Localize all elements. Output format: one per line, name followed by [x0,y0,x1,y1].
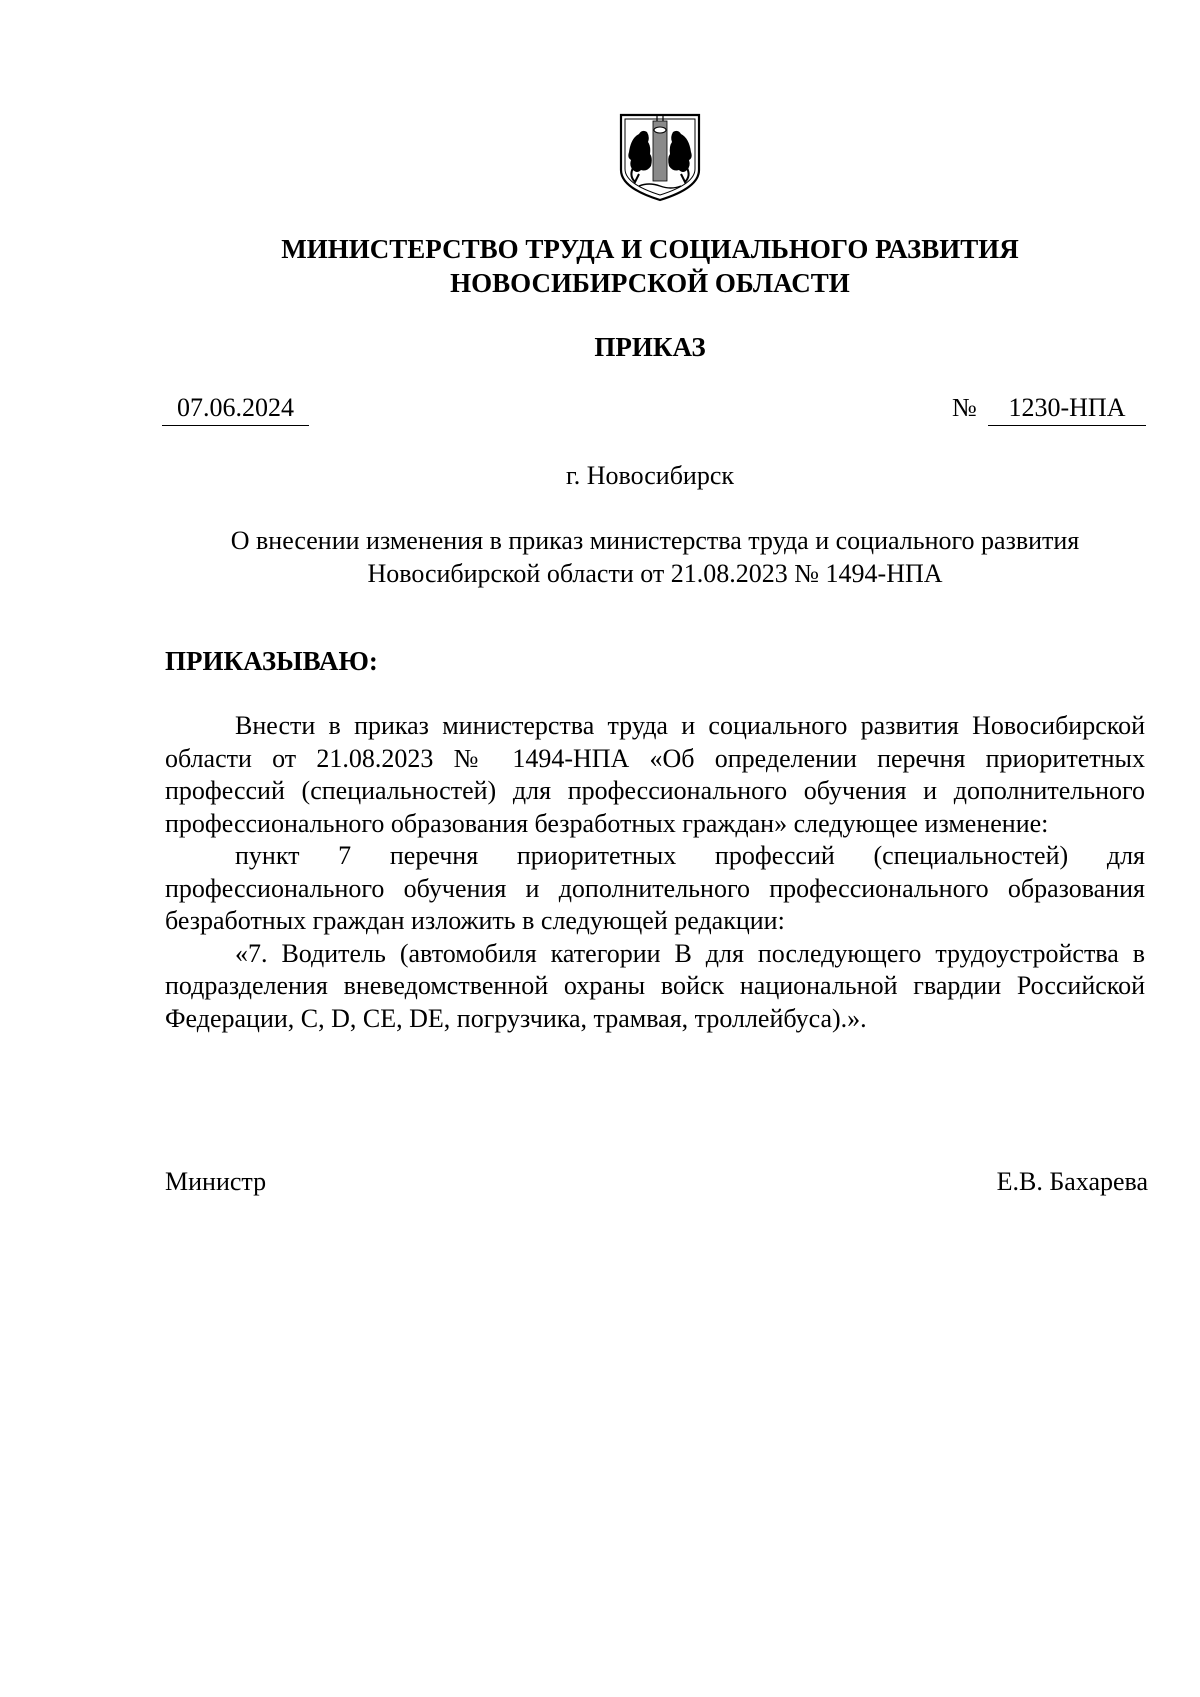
city: г. Новосибирск [565,461,735,490]
signer-name: Е.В. Бахарева [996,1167,1148,1196]
order-subject [165,524,1145,590]
order-subject-line1: О внесении изменения в приказ министерства труда и социального развития [230,526,1080,555]
body-paragraph: Внести в приказ министерства труда и социального развития Новосибирской области от 21.08.2023 № 1494-НПА «Об определении перечня приоритетных профессий (специальностей) для профессионального обучения и дополнительного профессионального образования безработных граждан» следующее изменение: [165,711,1145,838]
document-type-title: ПРИКАЗ [594,332,706,362]
ministry-name [150,232,1150,300]
signer-role: Министр [165,1167,267,1196]
body-paragraph: пункт 7 перечня приоритетных профессий (специальностей) для профессионального обучения и дополнительного профессионального образования безработных граждан изложить в следующей редакции: [165,841,1145,935]
order-subject-line2: Новосибирской области от 21.08.2023 № 1494-НПА [367,559,943,588]
order-date: 07.06.2024 [162,393,309,426]
coat-of-arms-icon [617,112,703,202]
ministry-name-line1: МИНИСТЕРСТВО ТРУДА И СОЦИАЛЬНОГО РАЗВИТИЯ [281,234,1019,264]
command-heading: ПРИКАЗЫВАЮ: [165,646,378,676]
order-body [165,710,1145,1035]
number-sign: № [952,393,977,422]
body-paragraph: «7. Водитель (автомобиля категории B для последующего трудоустройства в подразделения вневедомственной охраны войск национальной гвардии Российской Федерации, C, D, CE, DE, погрузчика, трамвая, троллейбуса).». [165,938,1145,1033]
order-number: 1230-НПА [988,393,1146,426]
ministry-name-line2: НОВОСИБИРСКОЙ ОБЛАСТИ [450,268,850,298]
